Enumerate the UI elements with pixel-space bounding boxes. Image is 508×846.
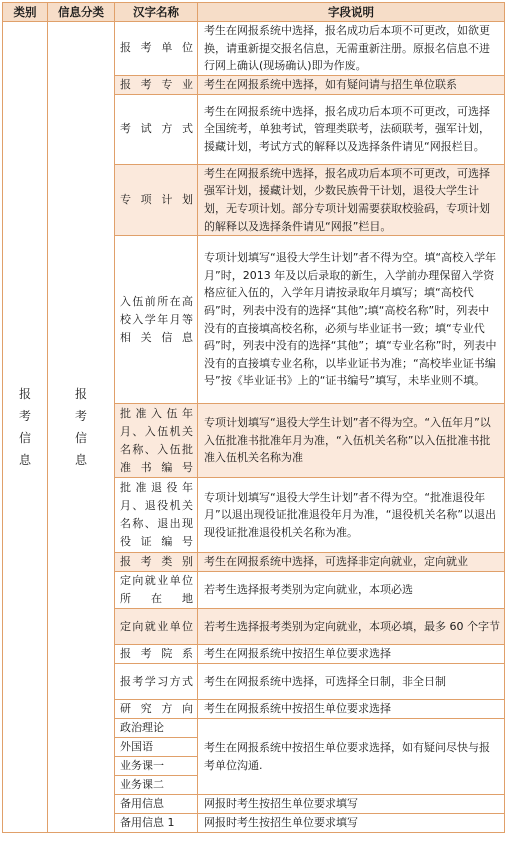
field-description: 专项计划填写“退役大学生计划”者不得为空。“批准退役年月”以退出现役证批准退役年月为准，“退役机关名称”以退出现役证批准退役机关名称为准。 (198, 478, 505, 553)
category-char: 考 (18, 409, 31, 424)
field-description: 若考生选择报考类别为定向就业，本项必填，最多 60 个字节 (198, 609, 505, 645)
field-name: 报考单位 (115, 22, 198, 76)
subcategory-cell (48, 22, 115, 833)
field-name: 报考学习方式 (115, 664, 198, 700)
field-description: 网报时考生按招生单位要求填写 (198, 814, 505, 833)
field-name: 外国语 (115, 738, 198, 757)
fields-table (2, 2, 505, 833)
field-description: 考生在网报系统中选择，报名成功后本项不可更改，如欲更换，请重新提交报名信息，无需重新注册。原报名信息不进行网上确认(现场确认)即为作废。 (198, 22, 505, 76)
subcategory-char: 信 (74, 431, 87, 446)
field-name: 报考院系 (115, 645, 198, 664)
field-description: 专项计划填写“退役大学生计划”者不得为空。“入伍年月”以入伍批准书批准年月为准，“入伍机关名称”以入伍批准书批准入伍机关名称为准 (198, 404, 505, 478)
field-description: 专项计划填写“退役大学生计划”者不得为空。填“高校入学年月”时，2013 年及以后录取的新生，入学前办理保留入学资格应征入伍的，入学年月请按录取年月填写；填“高校代码”时，列表中没有的选择“其他”;填“高校名称”时，列表中没有的直接填高校名称，必须与毕业证书一致；填“专业代码”时，列表中没有的选择“其他”；填“专业名称”时，列表中没有的直接填专业名称，以毕业证书为准；“高校毕业证书编号”按《毕业证书》上的“证书编号”填写，未毕业则不填。 (198, 236, 505, 404)
field-name: 研究方向 (115, 700, 198, 719)
field-name: 报考类别 (115, 553, 198, 572)
field-name: 定向就业单位 (115, 609, 198, 645)
field-name: 业务课一 (115, 757, 198, 776)
field-description: 考生在网报系统中按招生单位要求选择，如有疑问尽快与报考单位沟通. (198, 719, 505, 795)
field-description: 考生在网报系统中选择，可选择全日制，非全日制 (198, 664, 505, 700)
subcategory-char: 息 (74, 453, 87, 468)
subcategory-char: 报 (74, 387, 87, 402)
field-description: 考生在网报系统中按招生单位要求选择 (198, 700, 505, 719)
field-name: 业务课二 (115, 776, 198, 795)
field-description: 考生在网报系统中按招生单位要求选择 (198, 645, 505, 664)
field-name: 批准退役年月、退役机关名称、退出现役证编号 (115, 478, 198, 553)
category-char: 息 (18, 453, 31, 468)
field-name: 备用信息 (115, 795, 198, 814)
field-description: 考生在网报系统中选择，报名成功后本项不可更改，可选择全国统考，单独考试，管理类联考，法硕联考，强军计划，援藏计划，考试方式的解释以及选择条件请见“网报栏目。 (198, 94, 505, 164)
field-description: 考生在网报系统中选择，可选择非定向就业，定向就业 (198, 553, 505, 572)
subcategory-char: 考 (74, 409, 87, 424)
field-name: 批准入伍年月、入伍机关名称、入伍批准书编号 (115, 404, 198, 478)
field-description: 考生在网报系统中选择，如有疑问请与招生单位联系 (198, 75, 505, 94)
header-row (3, 3, 505, 22)
field-description: 若考生选择报考类别为定向就业，本项必选 (198, 572, 505, 609)
category-char: 信 (18, 431, 31, 446)
table-row (3, 22, 505, 76)
header-name: 汉字名称 (115, 3, 198, 22)
field-name: 考试方式 (115, 94, 198, 164)
field-name: 定向就业单位所在地 (115, 572, 198, 609)
category-char: 报 (18, 387, 31, 402)
field-name: 专项计划 (115, 164, 198, 235)
field-description: 考生在网报系统中选择，报名成功后本项不可更改，可选择强军计划，援藏计划，少数民族骨干计划，退役大学生计划，无专项计划。部分专项计划需要获取校验码，专项计划的解释以及选择条件请见“网报”栏目。 (198, 164, 505, 235)
field-name: 入伍前所在高校入学年月等相关信息 (115, 236, 198, 404)
header-subcategory: 信息分类 (48, 3, 115, 22)
field-name: 备用信息 1 (115, 814, 198, 833)
header-description: 字段说明 (198, 3, 505, 22)
header-category: 类别 (3, 3, 48, 22)
field-name: 政治理论 (115, 719, 198, 738)
category-cell (3, 22, 48, 833)
field-description: 网报时考生按招生单位要求填写 (198, 795, 505, 814)
field-name: 报考专业 (115, 75, 198, 94)
